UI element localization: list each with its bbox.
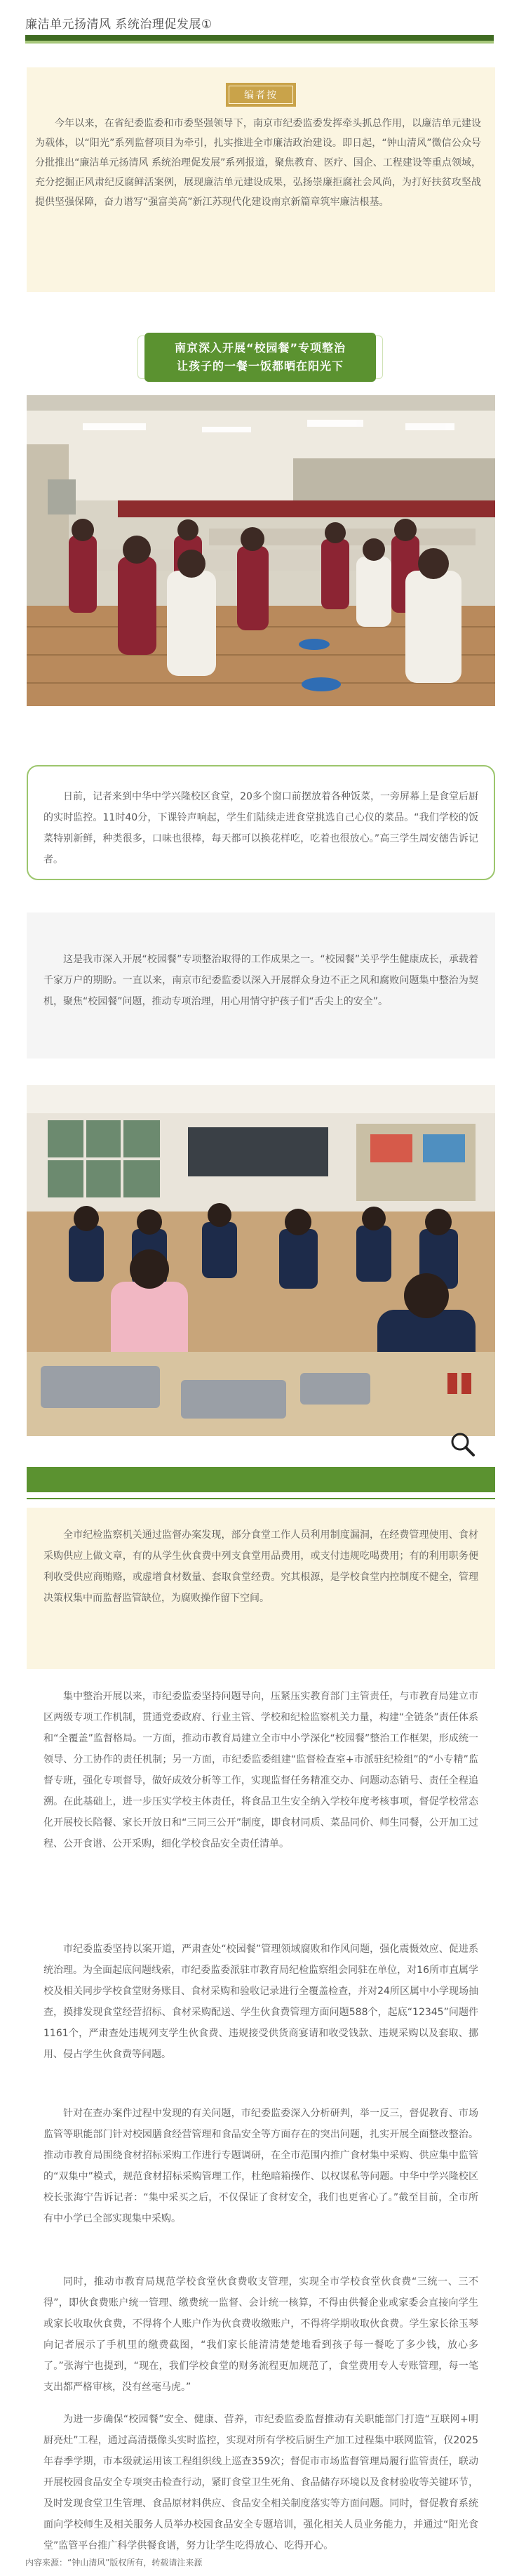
headline-banner xyxy=(144,333,376,382)
section-divider-bar xyxy=(27,1467,495,1492)
series-title: 廉洁单元扬清风 系统治理促发展① xyxy=(25,18,213,32)
body-paragraph-5: 为进一步确保“校园餐”安全、健康、营养，市纪委监委监督推动有关职能部门打造“互联网+明厨亮灶”工程，通过高清摄像头实时监控，实现对所有学校后厨生产加工过程集中联网监管，仅2025年春季学期，市本级就运用该工程组织线上巡查359次；督促市市场监督管理局履行监管责任，联动开展校园食品安全专项突击检查行动，紧盯食堂卫生死角、食品储存环境以及食材验收等关键环节，及时发现食堂卫生管理、食品原材料供应、食品安全相关制度落实等方面问题。同时，督促教育系统面向学校师生及相关服务人员举办校园食品安全专题培训，强化相关人员业务能力，并通过“阳光食堂”监管平台推广科学供餐食谱，努力让学生吃得放心、吃得开心。 xyxy=(43,2414,478,2551)
headline-line-1: 南京深入开展“校园餐”专项整治 xyxy=(174,341,346,354)
canteen-photo-1-illustration xyxy=(27,395,495,706)
classroom-lunch-photo xyxy=(27,1085,495,1436)
footer-source: 内容来源：“钟山清风”版权所有，转载请注来源 xyxy=(25,2558,203,2568)
quote-text: 日前，记者来到中华中学兴隆校区食堂，20多个窗口前摆放着各种饭菜，一旁屏幕上是食堂后厨的实时监控。11时40分，下课铃声响起，学生们陆续走进食堂挑选自己心仪的菜品。“我们学校的饭菜特别新鲜，种类很多，口味也很棒，每天都可以换花样吃，吃着也很放心。”高三学生周安德告诉记者。 xyxy=(43,791,478,865)
findings-text: 全市纪检监察机关通过监督办案发现，部分食堂工作人员利用制度漏洞，在经费管理使用、食材采购供应上做文章，有的从学生伙食费中列支食堂用品费用，或支付违规吃喝费用；有的利用职务便利收受供应商贿赂，或虚增食材数量、套取食堂经费。究其根源，是学校食堂内控制度不健全，管理决策权集中而监督监管缺位，为腐败操作留下空间。 xyxy=(43,1529,478,1604)
body-paragraph-1: 集中整治开展以来，市纪委监委坚持问题导向，压紧压实教育部门主管责任，与市教育局建立市区两级专项工作机制，贯通党委政府、行业主管、学校和纪检监察机关力量，构建“全链条”责任体系和“全覆盖”监督格局。一方面，推动市教育局建立全市中小学深化“校园餐”整治工作框架，形成统一领导、分工协作的责任机制；另一方面，市纪委监委组建“监督检查室+市派驻纪检组”的“小专精”监督专班，强化专项督导，做好成效分析等工作，实现监督任务精准交办、问题动态销号、责任全程追溯。在此基础上，进一步压实学校主体责任，将食品卫生安全纳入学校年度考核事项，督促学校常态化开展校长陪餐、家长开放日和“三同三公开”制度，即食材同质、菜品同价、师生同餐，公开加工过程、公开食谱、公开采购，细化学校食品安全责任清单。 xyxy=(43,1691,478,1850)
canteen-photo-1 xyxy=(27,395,495,706)
magnifier-icon[interactable] xyxy=(449,1430,477,1459)
summary-text: 这是我市深入开展“校园餐”专项整治取得的工作成果之一。“校园餐”关乎学生健康成长，承载着千家万户的期盼。一直以来，南京市纪委监委以深入开展群众身边不正之风和腐败问题集中整治为契机，聚焦“校园餐”问题，推动专项治理，用心用情守护孩子们“舌尖上的安全”。 xyxy=(43,954,478,1007)
body-paragraph-2: 市纪委监委坚持以案开道，严肃查处“校园餐”管理领域腐败和作风问题，强化震慑效应、促进系统治理。为全面起底问题线索，市纪委监委派驻市教育局纪检监察组会同驻在单位，对16所市直属学校及相关同步学校食堂财务账目、食材采购和验收记录进行全覆盖检查，并对24所区属中小学现场抽查，摸排发现食堂经营招标、食材采购配送、学生伙食费管理方面问题588个，起底“12345”问题件1161个，严肃查处违规列支学生伙食费、违规接受供货商宴请和收受钱款、违规采购以及套取、挪用、侵占学生伙食费等问题。 xyxy=(43,1944,478,2060)
title-underline-light xyxy=(25,41,494,44)
headline-line-2: 让孩子的一餐一饭都晒在阳光下 xyxy=(176,359,344,373)
title-underline xyxy=(25,35,494,41)
editor-note-badge-label: 编者按 xyxy=(229,86,293,104)
body-paragraph-3: 针对在查办案件过程中发现的有关问题，市纪委监委深入分析研判，举一反三，督促教育、市场监管等职能部门针对校园膳食经营管理和食品安全等方面存在的突出问题，扎实开展全面整改整治。推动市教育局围绕食材招标采购工作进行专题调研，在全市范围内推广食材集中采购、供应集中监管的“双集中”模式，规范食材招标采购管理工作，杜绝暗箱操作、以权谋私等问题。中华中学兴隆校区校长张海宁告诉记者：“集中采买之后，不仅保证了食材安全，我们也更省心了。”截至目前，全市所有中小学已全部实现集中采购。 xyxy=(43,2108,478,2224)
body-paragraph-4: 同时，推动市教育局规范学校食堂伙食费收支管理，实现全市学校食堂伙食费“三统一、三不得”，即伙食费账户统一管理、缴费统一监督、会计统一核算，不得由供餐企业或家委会直接向学生或家长收取伙食费，不得将个人账户作为伙食费收缴账户，不得将学期收取伙食费。学生家长徐玉琴向记者展示了手机里的缴费截图，“我们家长能清清楚楚地看到孩子每一餐吃了多少钱，放心多了。”张海宁也提到，“现在，我们学校食堂的财务流程更加规范了，食堂费用专人专账管理，每一笔支出都严格审核，没有丝毫马虎。” xyxy=(43,2276,478,2393)
editor-note-badge xyxy=(226,83,296,107)
section-divider-rule xyxy=(27,1498,495,1499)
classroom-lunch-photo-illustration xyxy=(27,1085,495,1436)
editor-note-text: 今年以来，在省纪委监委和市委坚强领导下，南京市纪委监委发挥牵头抓总作用，以廉洁单元建设为载体，以“阳光”系列监督项目为牵引，扎实推进全市廉洁政治建设。即日起，“钟山清风”微信公众号分批推出“廉洁单元扬清风 系统治理促发展”系列报道，聚焦教育、医疗、国企、工程建设等重点领域，充分挖掘正风肃纪反腐鲜活案例，展现廉洁单元建设成果，弘扬崇廉拒腐社会风尚，为打好扶贫攻坚战提供坚强保障，奋力谱写“强富美高”新江苏现代化建设南京新篇章筑牢廉洁根基。 xyxy=(35,118,481,208)
